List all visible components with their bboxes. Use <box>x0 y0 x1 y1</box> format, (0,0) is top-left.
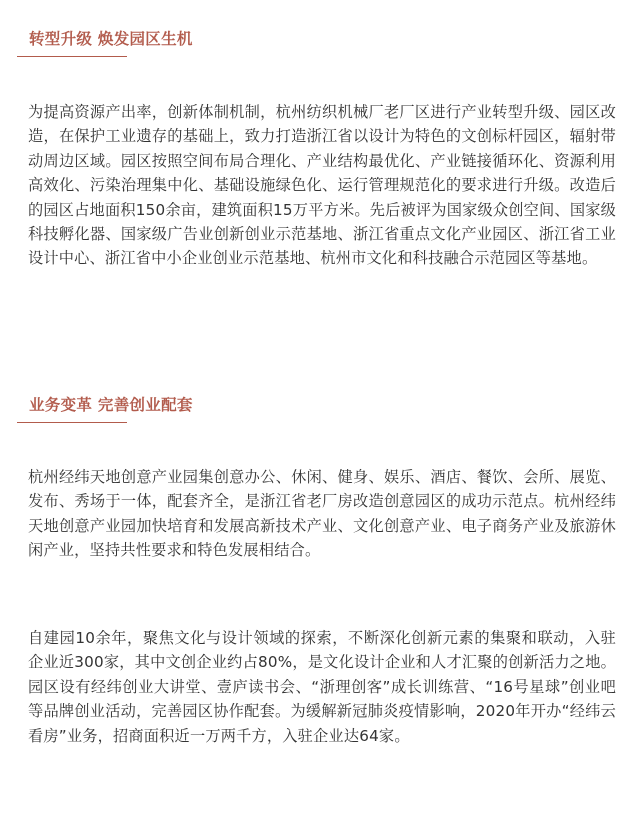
section-heading-transformation <box>17 28 193 57</box>
paragraph-park-facilities: 杭州经纬天地创意产业园集创意办公、休闲、健身、娱乐、酒店、餐饮、会所、展览、发布、秀场于一体，配套齐全，是浙江省老厂房改造创意园区的成功示范点。杭州经纬天地创意产业园加快培育和发展高新技术产业、文化创意产业、电子商务产业及旅游休闲产业，坚持共性要求和特色发展相结合。 <box>28 468 616 560</box>
section-heading-business-reform <box>17 394 193 423</box>
section-heading-text: 转型升级 焕发园区生机 <box>29 30 193 48</box>
section-heading-text: 业务变革 完善创业配套 <box>29 396 193 414</box>
paragraph-park-upgrade: 为提高资源产出率，创新体制机制，杭州纺织机械厂老厂区进行产业转型升级、园区改造，在保护工业遗存的基础上，致力打造浙江省以设计为特色的文创标杆园区，辐射带动周边区域。园区按照空间布局合理化、产业结构最优化、产业链接循环化、资源利用高效化、污染治理集中化、基础设施绿色化、运行管理规范化的要求进行升级。改造后的园区占地面积150余亩，建筑面积15万平方米。先后被评为国家级众创空间、国家级科技孵化器、国家级广告业创新创业示范基地、浙江省重点文化产业园区、浙江省工业设计中心、浙江省中小企业创业示范基地、杭州市文化和科技融合示范园区等基地。 <box>28 103 616 268</box>
paragraph-park-achievements: 自建园10余年，聚焦文化与设计领域的探索，不断深化创新元素的集聚和联动，入驻企业近300家，其中文创企业约占80%，是文化设计企业和人才汇聚的创新活力之地。园区设有经纬创业大讲堂、壹庐读书会、“浙理创客”成长训练营、“16号星球”创业吧等品牌创业活动，完善园区协作配套。为缓解新冠肺炎疫情影响，2020年开办“经纬云看房”业务，招商面积近一万两千方，入驻企业达64家。 <box>28 629 616 745</box>
